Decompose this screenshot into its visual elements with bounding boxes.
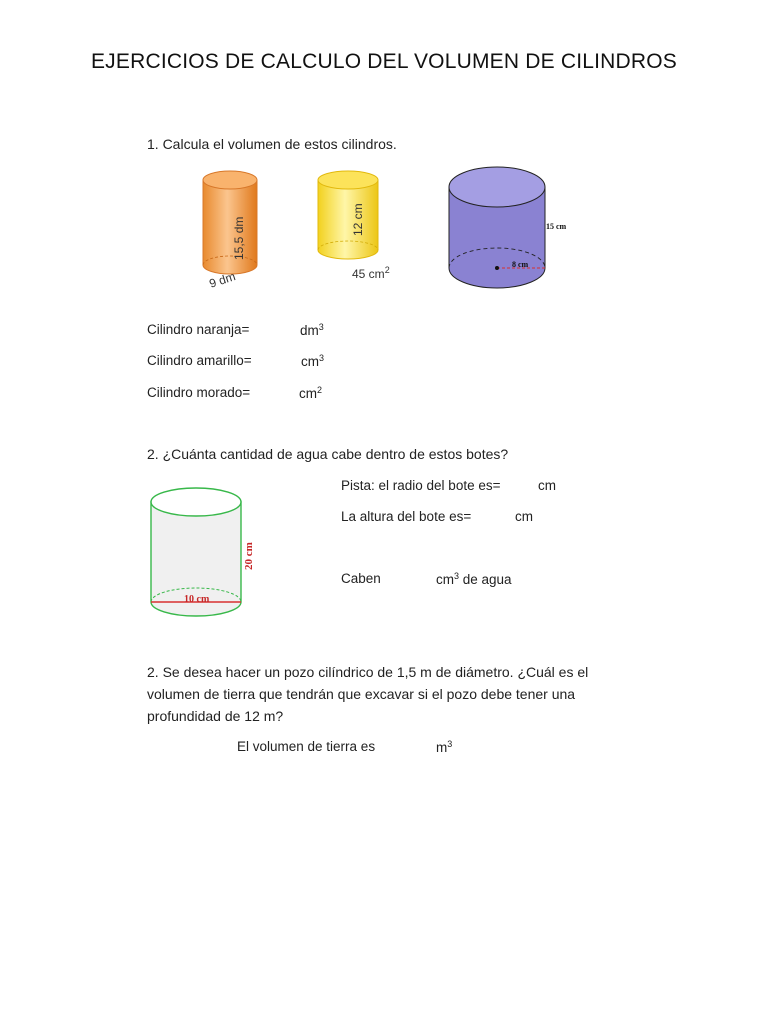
exercise-2-question: 2. ¿Cuánta cantidad de agua cabe dentro de estos botes? (147, 446, 509, 462)
answer-yellow-label: Cilindro amarillo= (147, 353, 252, 368)
orange-base-label: 9 dm (207, 269, 238, 291)
height-question-label: La altura del bote es= (341, 509, 472, 524)
purple-height-label: 15 cm (546, 222, 567, 231)
answer-purple-label: Cilindro morado= (147, 385, 251, 400)
hint-radius-label: Pista: el radio del bote es= (341, 478, 501, 493)
soil-volume-label: El volumen de tierra es (237, 739, 376, 754)
soil-volume-unit: $m^3$ (436, 739, 453, 755)
orange-height-label: 15,5 dm (232, 216, 246, 260)
purple-radius-label: 8 cm (512, 260, 529, 269)
yellow-base-area-label: 45 $cm^2$ (352, 265, 390, 281)
exercise-3-question-line-2: volumen de tierra que tendrán que excavar si el pozo debe tener una (147, 686, 576, 702)
answer-orange-label: Cilindro naranja= (147, 322, 250, 337)
yellow-cylinder-figure (310, 170, 390, 270)
answer-orange-unit: $dm^3$ (300, 322, 324, 338)
exercise-3-question-line-1: 2. Se desea hacer un pozo cilíndrico de 1,5 m de diámetro. ¿Cuál es el (147, 664, 589, 680)
exercise-3-question-line-3: profundidad de 12 m? (147, 708, 284, 724)
fit-unit: $cm^3$ de agua (436, 571, 512, 587)
answer-purple-unit: $cm^2$ (299, 385, 323, 401)
exercise-1-question: 1. Calcula el volumen de estos cilindros. (147, 136, 397, 152)
yellow-height-label: 12 cm (351, 203, 365, 236)
height-question-unit: cm (515, 509, 533, 524)
green-diameter-label: 10 cm (184, 594, 210, 605)
green-height-label: 20 cm (243, 542, 255, 570)
fit-label: Caben (341, 571, 381, 586)
page-title: EJERCICIOS DE CALCULO DEL VOLUMEN DE CILINDROS (90, 50, 678, 73)
answer-yellow-unit: $cm^3$ (301, 353, 325, 369)
hint-radius-unit: cm (538, 478, 556, 493)
